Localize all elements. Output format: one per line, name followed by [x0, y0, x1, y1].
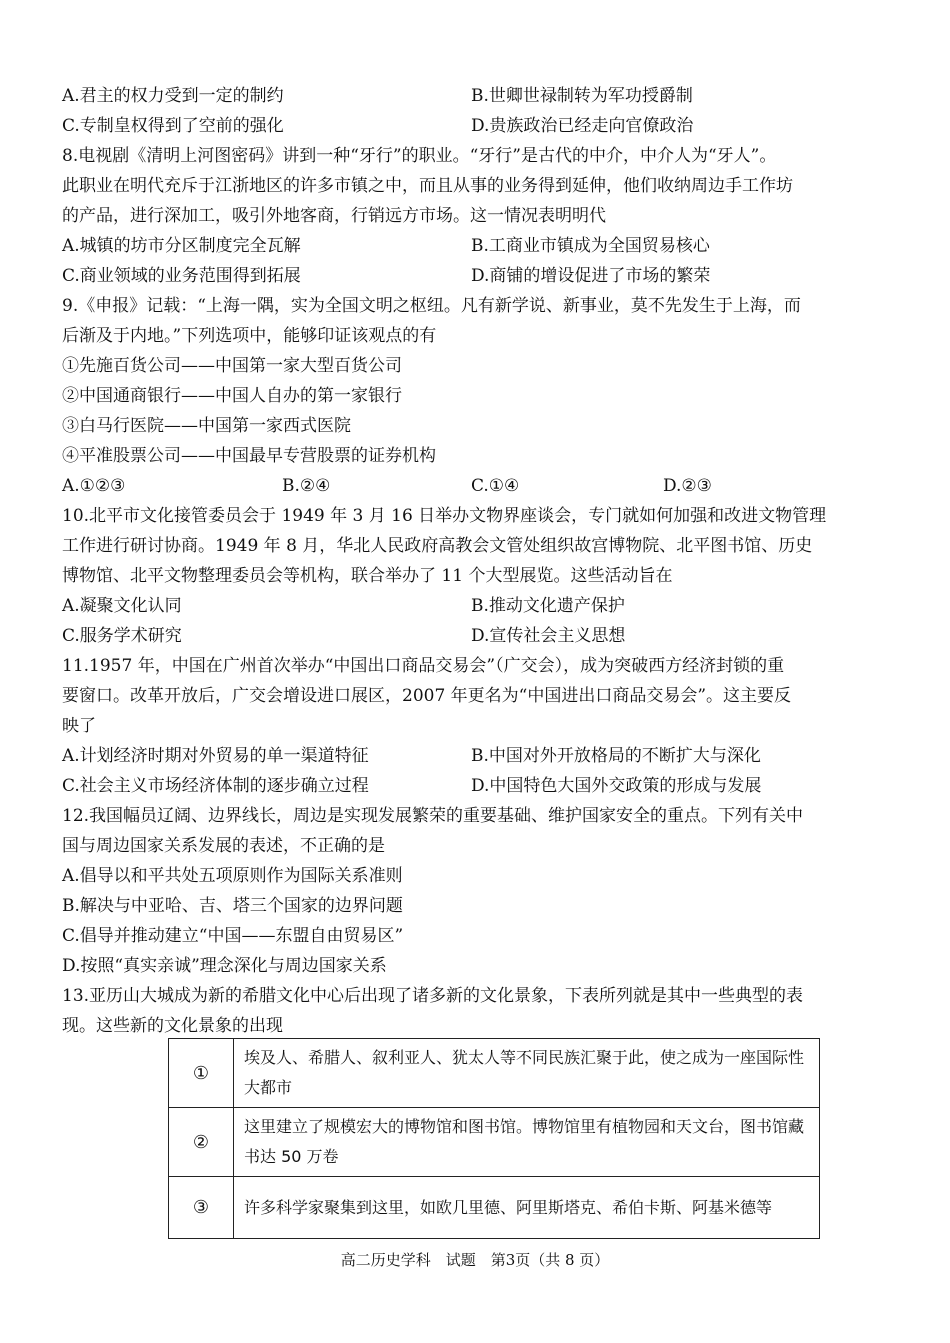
q12-option-a: A.倡导以和平共处五项原则作为国际关系准则: [62, 866, 403, 886]
table-row: [169, 1177, 820, 1239]
q12-option-c: C.倡导并推动建立“中国——东盟自由贸易区”: [62, 926, 404, 946]
page-footer: 高二历史学科 试题 第3页（共 8 页）: [340, 1251, 610, 1269]
table-row: [169, 1108, 820, 1177]
q12-stem-line-2: 国与周边国家关系发展的表述，不正确的是: [62, 836, 385, 856]
q10-stem-line-1: 10.北平市文化接管委员会于 1949 年 3 月 16 日举办文物界座谈会，专门就如何加强和改进文物管理: [62, 506, 827, 526]
q10-stem-line-2: 工作进行研讨协商。1949 年 8 月，华北人民政府高教会文管处组织故宫博物院、北平图书馆、历史: [62, 536, 813, 556]
q10-option-c: C.服务学术研究: [62, 626, 182, 646]
q9-item-2: ②中国通商银行——中国人自办的第一家银行: [62, 386, 402, 406]
q9-option-b: B.②④: [282, 476, 331, 496]
q13-table: [168, 1038, 820, 1239]
q10-stem-line-3: 博物馆、北平文物整理委员会等机构，联合举办了 11 个大型展览。这些活动旨在: [62, 566, 673, 586]
q9-stem-line-1: 9.《申报》记载：“上海一隅，实为全国文明之枢纽。凡有新学说、新事业，莫不先发生于上海，而: [62, 296, 801, 316]
q9-option-d: D.②③: [663, 476, 712, 496]
q11-option-b: B.中国对外开放格局的不断扩大与深化: [471, 746, 761, 766]
table-cell-text: 埃及人、希腊人、叙利亚人、犹太人等不同民族汇聚于此，使之成为一座国际性大都市: [234, 1039, 820, 1108]
q9-item-1: ①先施百货公司——中国第一家大型百货公司: [62, 356, 402, 376]
q11-stem-line-2: 要窗口。改革开放后，广交会增设进口展区，2007 年更名为“中国进出口商品交易会”。这主要反: [62, 686, 792, 706]
q8-options-row-2: [62, 266, 892, 286]
q9-stem-line-2: 后渐及于内地。”下列选项中，能够印证该观点的有: [62, 326, 437, 346]
q10-option-a: A.凝聚文化认同: [62, 596, 182, 616]
q10-option-d: D.宣传社会主义思想: [471, 626, 626, 646]
table-cell-text: 许多科学家聚集到这里，如欧几里德、阿里斯塔克、希伯卡斯、阿基米德等: [234, 1177, 820, 1239]
q8-options-row-1: [62, 236, 892, 256]
q13-stem-line-2: 现。这些新的文化景象的出现: [62, 1016, 283, 1036]
q11-options-row-2: [62, 776, 892, 796]
q11-option-c: C.社会主义市场经济体制的逐步确立过程: [62, 776, 369, 796]
table-row: [169, 1039, 820, 1108]
q10-options-row-2: [62, 626, 892, 646]
q7-option-b: B.世卿世禄制转为军功授爵制: [471, 86, 693, 106]
q10-options-row-1: [62, 596, 892, 616]
q8-stem-line-2: 此职业在明代充斥于江浙地区的许多市镇之中，而且从事的业务得到延伸，他们收纳周边手工作坊: [62, 176, 793, 196]
q7-option-c: C.专制皇权得到了空前的强化: [62, 116, 284, 136]
q10-option-b: B.推动文化遗产保护: [471, 596, 625, 616]
q9-item-4: ④平准股票公司——中国最早专营股票的证券机构: [62, 446, 436, 466]
q12-option-d: D.按照“真实亲诚”理念深化与周边国家关系: [62, 956, 387, 976]
q11-option-a: A.计划经济时期对外贸易的单一渠道特征: [62, 746, 369, 766]
q11-stem-line-1: 11.1957 年，中国在广州首次举办“中国出口商品交易会”（广交会），成为突破西方经济封锁的重: [62, 656, 785, 676]
q9-option-c: C.①④: [471, 476, 520, 496]
q9-option-a: A.①②③: [62, 476, 126, 496]
q11-stem-line-3: 映了: [62, 716, 96, 736]
q12-option-b: B.解决与中亚哈、吉、塔三个国家的边界问题: [62, 896, 403, 916]
table-cell-number: ③: [169, 1177, 234, 1239]
q7-options-row-1: [62, 86, 892, 106]
q8-stem-line-3: 的产品，进行深加工，吸引外地客商，行销远方市场。这一情况表明明代: [62, 206, 606, 226]
table-cell-text: 这里建立了规模宏大的博物馆和图书馆。博物馆里有植物园和天文台，图书馆藏书达 50 万卷: [234, 1108, 820, 1177]
q9-options-row: [62, 476, 892, 496]
table-cell-number: ②: [169, 1108, 234, 1177]
q7-option-d: D.贵族政治已经走向官僚政治: [471, 116, 694, 136]
q12-stem-line-1: 12.我国幅员辽阔、边界线长，周边是实现发展繁荣的重要基础、维护国家安全的重点。下列有关中: [62, 806, 804, 826]
q8-stem-line-1: 8.电视剧《清明上河图密码》讲到一种“牙行”的职业。“牙行”是古代的中介，中介人为“牙人”。: [62, 146, 777, 166]
q7-options-row-2: [62, 116, 892, 136]
q9-item-3: ③白马行医院——中国第一家西式医院: [62, 416, 351, 436]
q7-option-a: A.君主的权力受到一定的制约: [62, 86, 284, 106]
q11-options-row-1: [62, 746, 892, 766]
q8-option-a: A.城镇的坊市分区制度完全瓦解: [62, 236, 301, 256]
q8-option-d: D.商铺的增设促进了市场的繁荣: [471, 266, 711, 286]
q8-option-b: B.工商业市镇成为全国贸易核心: [471, 236, 710, 256]
q11-option-d: D.中国特色大国外交政策的形成与发展: [471, 776, 762, 796]
q13-stem-line-1: 13.亚历山大城成为新的希腊文化中心后出现了诸多新的文化景象，下表所列就是其中一些典型的表: [62, 986, 804, 1006]
table-cell-number: ①: [169, 1039, 234, 1108]
q8-option-c: C.商业领域的业务范围得到拓展: [62, 266, 301, 286]
